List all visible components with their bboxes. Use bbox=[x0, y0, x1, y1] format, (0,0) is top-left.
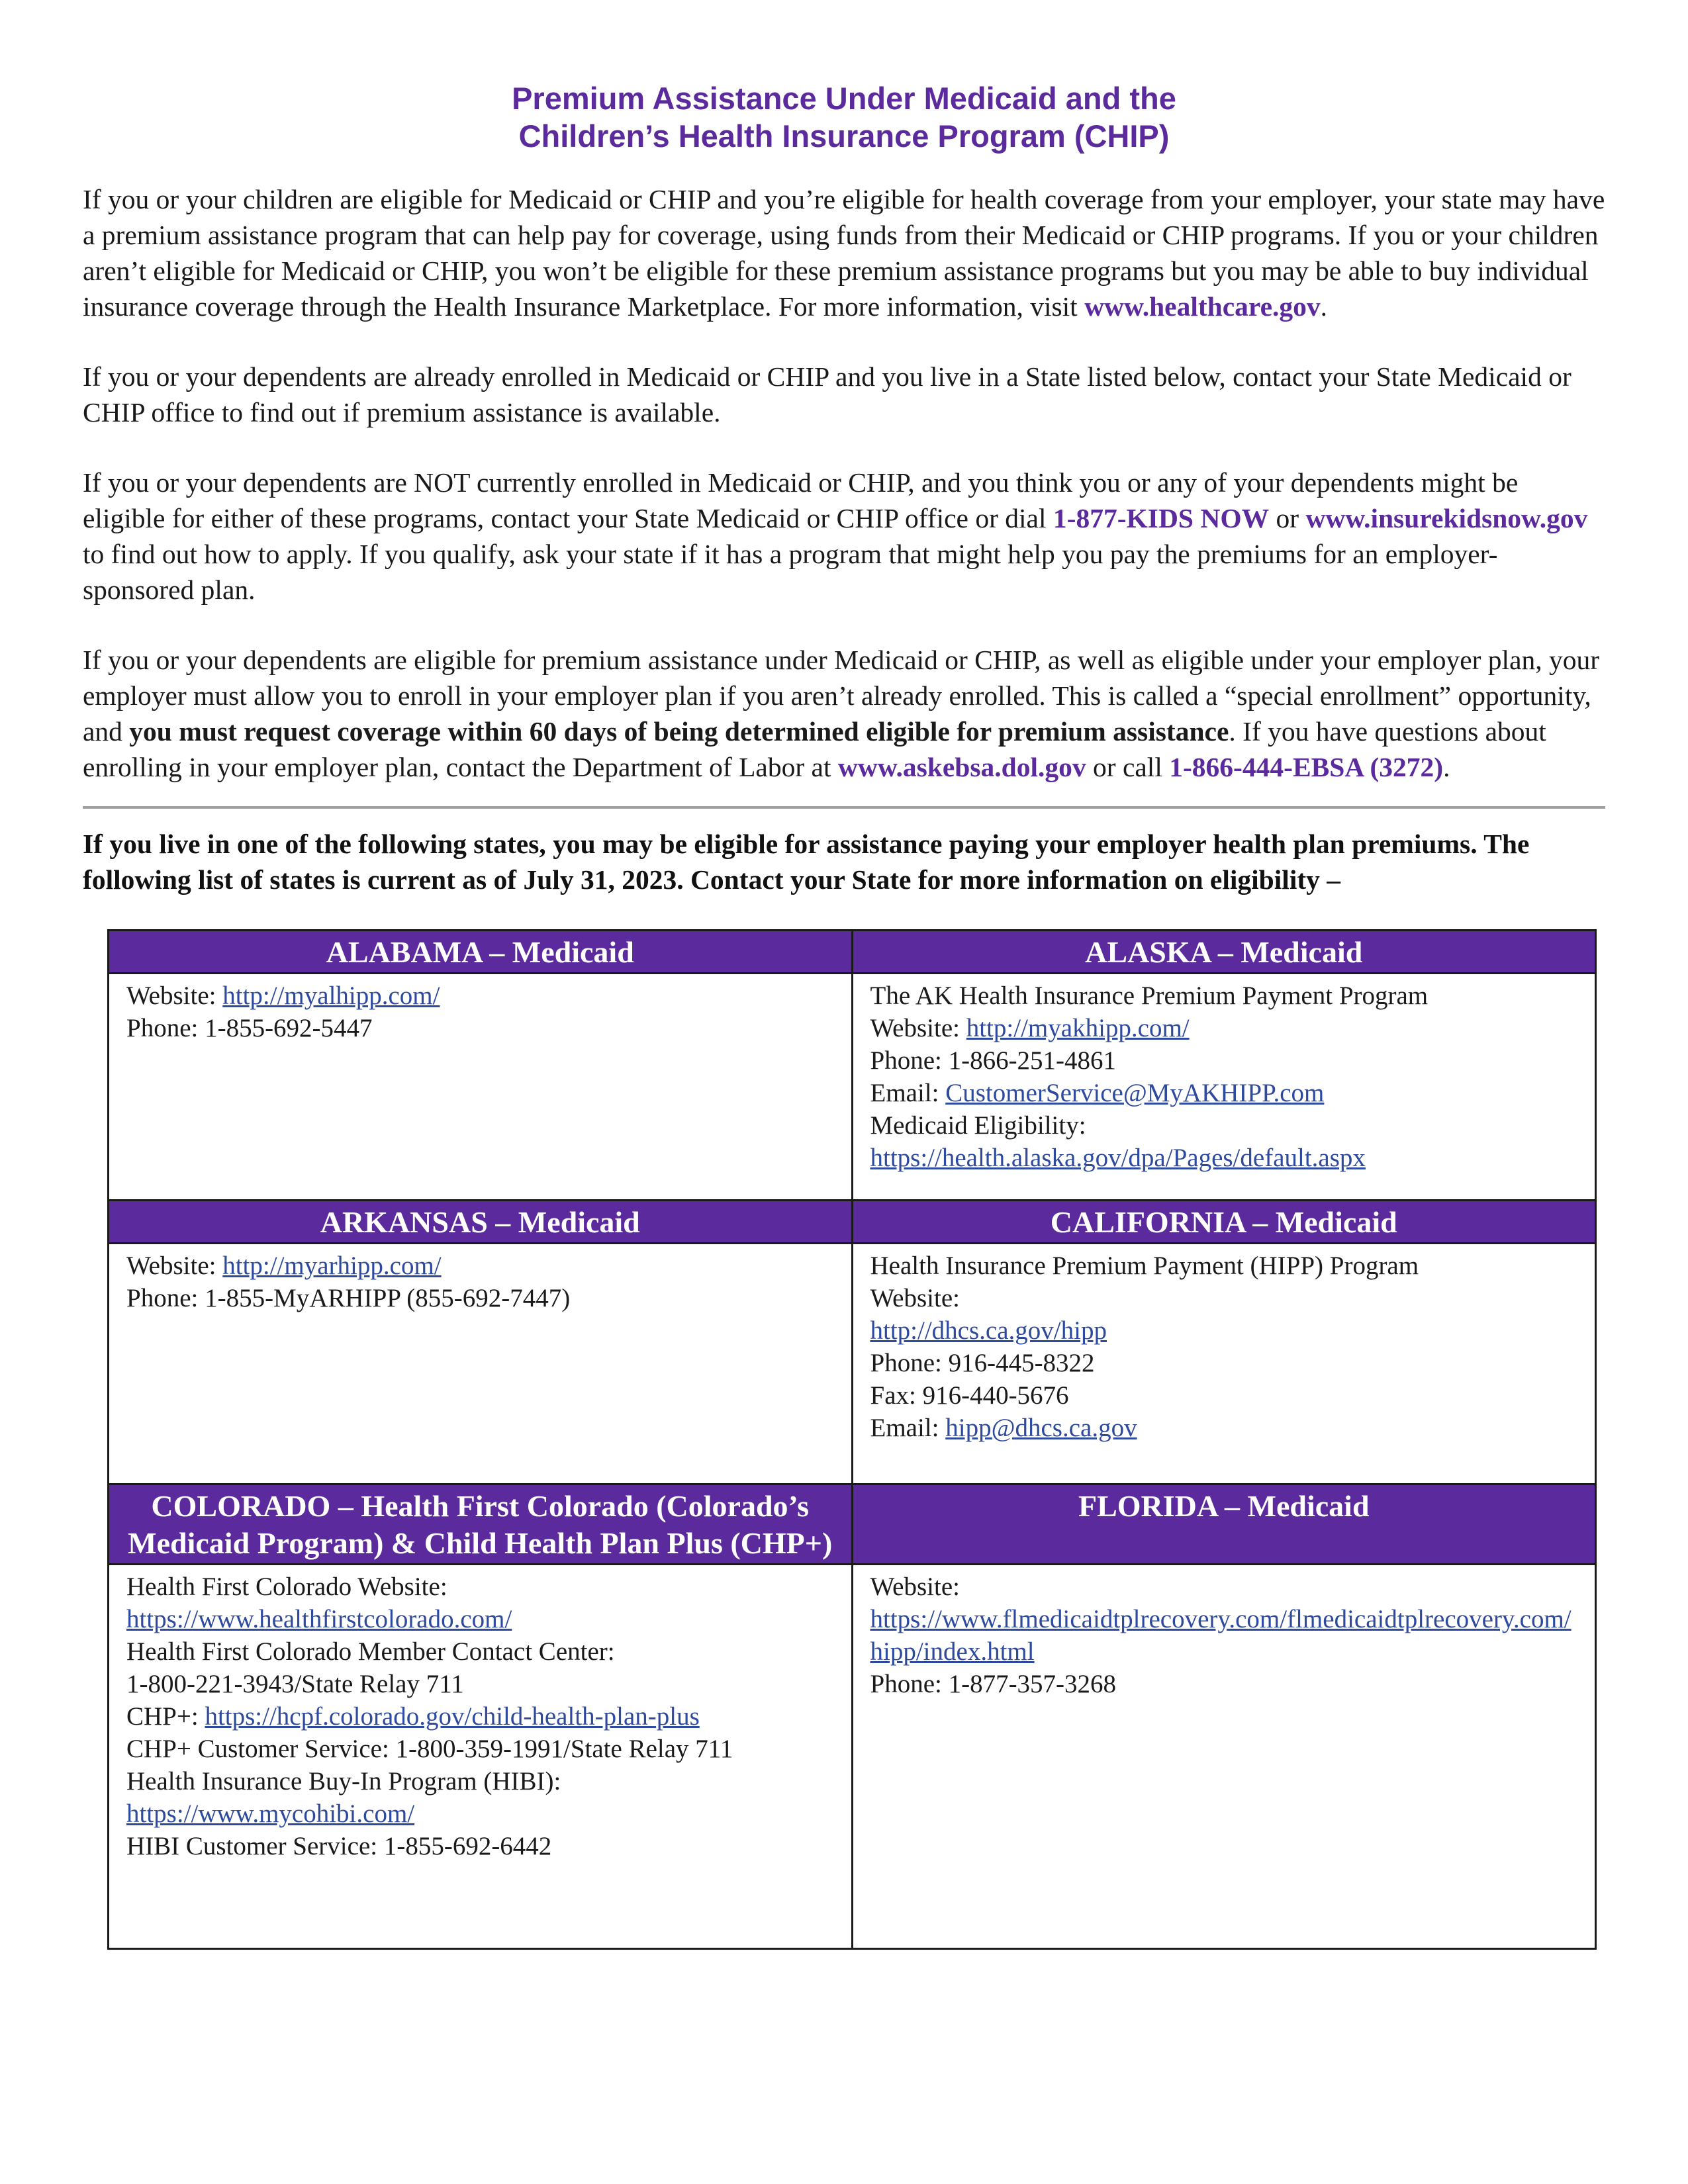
phone-line: Phone: 916-445-8322 bbox=[870, 1349, 1095, 1377]
paragraph-not-enrolled bbox=[83, 465, 1605, 608]
hibi-service-line: HIBI Customer Service: 1-855-692-6442 bbox=[126, 1832, 552, 1860]
florida-website-link[interactable]: https://www.flmedicaidtplrecovery.com/flmedicaidtplrecovery.com/hipp/index.html bbox=[870, 1605, 1571, 1666]
hibi-link-line bbox=[126, 1797, 834, 1830]
paragraph-text: If you or your dependents are already enrolled in Medicaid or CHIP and you live in a State listed below, contact your State Medicaid or CHIP office to find out if premium assistance is available. bbox=[83, 361, 1571, 428]
state-cell-arkansas bbox=[109, 1244, 853, 1484]
title-line-1: Premium Assistance Under Medicaid and the bbox=[512, 81, 1176, 116]
email-label: Email: bbox=[870, 1079, 946, 1107]
state-cell-florida bbox=[852, 1565, 1596, 1949]
colorado-hfc-website-link[interactable]: https://www.healthfirstcolorado.com/ bbox=[126, 1605, 512, 1633]
paragraph-text: or bbox=[1269, 503, 1306, 533]
section-divider bbox=[83, 806, 1605, 809]
hibi-label: Health Insurance Buy-In Program (HIBI): bbox=[126, 1767, 561, 1796]
paragraph-text: If you or your children are eligible for Medicaid or CHIP and you’re eligible for health coverage from your employer, your state may have a premium assistance program that can help pay for coverage, using funds from their Medicaid or CHIP programs. If you or your children aren’t eligible for Medicaid or CHIP, you won’t be eligible for these premium assistance programs but you may be able to buy individual insurance coverage through the Health Insurance Marketplace. For more information, visit bbox=[83, 184, 1605, 322]
email-line bbox=[870, 1412, 1578, 1444]
state-cell-alabama bbox=[109, 974, 853, 1201]
state-cell-alaska bbox=[852, 974, 1596, 1201]
table-row bbox=[109, 1244, 1596, 1484]
website-label: Website: bbox=[126, 981, 223, 1010]
email-line bbox=[870, 1077, 1578, 1109]
colorado-chp-link[interactable]: https://hcpf.colorado.gov/child-health-plan-plus bbox=[205, 1702, 700, 1731]
table-header-row bbox=[109, 931, 1596, 974]
table-row bbox=[109, 974, 1596, 1201]
chp-line bbox=[126, 1700, 834, 1733]
insurekidsnow-link[interactable]: www.insurekidsnow.gov bbox=[1305, 503, 1588, 533]
arkansas-website-link[interactable]: http://myarhipp.com/ bbox=[222, 1251, 442, 1280]
askebsa-link[interactable]: www.askebsa.dol.gov bbox=[837, 752, 1086, 782]
paragraph-text: If you or your dependents are eligible for premium assistance under Medicaid or CHIP, as well as eligible under your employer plan, your employer must allow you to enroll in your employer plan if you aren’t already enrolled. This is called a “special enrollment” opportunity, and bbox=[83, 645, 1600, 747]
state-header-california: CALIFORNIA – Medicaid bbox=[852, 1201, 1596, 1244]
title-line-2: Children’s Health Insurance Program (CHIP) bbox=[518, 118, 1170, 154]
alaska-eligibility-link[interactable]: https://health.alaska.gov/dpa/Pages/default.aspx bbox=[870, 1144, 1366, 1172]
website-line bbox=[126, 1603, 834, 1635]
healthcare-gov-link[interactable]: www.healthcare.gov bbox=[1084, 291, 1321, 322]
state-header-alabama: ALABAMA – Medicaid bbox=[109, 931, 853, 974]
states-intro: If you live in one of the following states, you may be eligible for assistance paying your employer health plan premiums. The following list of states is current as of July 31, 2023. Contact your State for more information on eligibility – bbox=[83, 829, 1530, 895]
email-label: Email: bbox=[870, 1414, 946, 1442]
contact-center-phone: 1-800-221-3943/State Relay 711 bbox=[126, 1670, 464, 1698]
contact-center-label: Health First Colorado Member Contact Center: bbox=[126, 1637, 615, 1666]
colorado-hibi-link[interactable]: https://www.mycohibi.com/ bbox=[126, 1799, 415, 1828]
deadline-notice: you must request coverage within 60 days of being determined eligible for premium assistance bbox=[129, 716, 1229, 747]
eligibility-label: Medicaid Eligibility: bbox=[870, 1111, 1086, 1140]
website-line bbox=[870, 1314, 1578, 1347]
california-email-link[interactable]: hipp@dhcs.ca.gov bbox=[945, 1414, 1137, 1442]
paragraph-eligibility bbox=[83, 181, 1605, 324]
kids-now-phone[interactable]: 1-877-KIDS NOW bbox=[1053, 503, 1270, 533]
paragraph-text: . If you have questions about enrolling in your employer plan, contact the Department of Labor at bbox=[83, 716, 1546, 782]
website-label: Website: bbox=[870, 1284, 960, 1312]
phone-line: Phone: 1-855-MyARHIPP (855-692-7447) bbox=[126, 1284, 571, 1312]
website-label: Website: bbox=[126, 1251, 223, 1280]
state-header-colorado: COLORADO – Health First Colorado (Colorado’s Medicaid Program) & Child Health Plan Plus (CHP+) bbox=[109, 1484, 853, 1565]
alaska-website-link[interactable]: http://myakhipp.com/ bbox=[966, 1014, 1190, 1042]
eligibility-line bbox=[870, 1142, 1578, 1174]
table-header-row bbox=[109, 1201, 1596, 1244]
state-cell-california bbox=[852, 1244, 1596, 1484]
table-row bbox=[109, 1565, 1596, 1949]
states-table bbox=[107, 929, 1597, 1950]
state-cell-colorado bbox=[109, 1565, 853, 1949]
website-line bbox=[870, 1012, 1578, 1044]
chp-service-line: CHP+ Customer Service: 1-800-359-1991/State Relay 711 bbox=[126, 1735, 733, 1763]
website-line bbox=[126, 1250, 834, 1282]
ebsa-phone[interactable]: 1-866-444-EBSA (3272) bbox=[1169, 752, 1444, 782]
california-website-link[interactable]: http://dhcs.ca.gov/hipp bbox=[870, 1316, 1107, 1345]
website-line bbox=[870, 1603, 1578, 1668]
table-header-row bbox=[109, 1484, 1596, 1565]
paragraph-already-enrolled bbox=[83, 359, 1605, 430]
phone-line: Phone: 1-855-692-5447 bbox=[126, 1014, 373, 1042]
state-header-arkansas: ARKANSAS – Medicaid bbox=[109, 1201, 853, 1244]
page-title bbox=[83, 79, 1605, 155]
paragraph-text: or call bbox=[1086, 752, 1170, 782]
paragraph-text: to find out how to apply. If you qualify, ask your state if it has a program that might help you pay the premiums for an employer-sponsored plan. bbox=[83, 539, 1498, 605]
program-name: Health Insurance Premium Payment (HIPP) Program bbox=[870, 1251, 1419, 1280]
paragraph-special-enrollment bbox=[83, 642, 1605, 785]
website-line bbox=[126, 979, 834, 1012]
state-header-florida: FLORIDA – Medicaid bbox=[852, 1484, 1596, 1565]
website-label: Website: bbox=[870, 1014, 966, 1042]
hfc-website-label: Health First Colorado Website: bbox=[126, 1572, 447, 1601]
phone-line: Phone: 1-877-357-3268 bbox=[870, 1670, 1117, 1698]
state-header-alaska: ALASKA – Medicaid bbox=[852, 931, 1596, 974]
phone-line: Phone: 1-866-251-4861 bbox=[870, 1046, 1117, 1075]
website-label: Website: bbox=[870, 1572, 960, 1601]
paragraph-text: If you or your dependents are NOT currently enrolled in Medicaid or CHIP, and you think you or any of your dependents might be eligible for either of these programs, contact your State Medicaid or CHIP office or dial bbox=[83, 467, 1519, 533]
alabama-website-link[interactable]: http://myalhipp.com/ bbox=[222, 981, 440, 1010]
paragraph-text: . bbox=[1320, 291, 1328, 322]
chp-label: CHP+: bbox=[126, 1702, 205, 1731]
program-name: The AK Health Insurance Premium Payment Program bbox=[870, 981, 1429, 1010]
alaska-email-link[interactable]: CustomerService@MyAKHIPP.com bbox=[945, 1079, 1325, 1107]
paragraph-text: . bbox=[1443, 752, 1450, 782]
fax-line: Fax: 916-440-5676 bbox=[870, 1381, 1069, 1410]
